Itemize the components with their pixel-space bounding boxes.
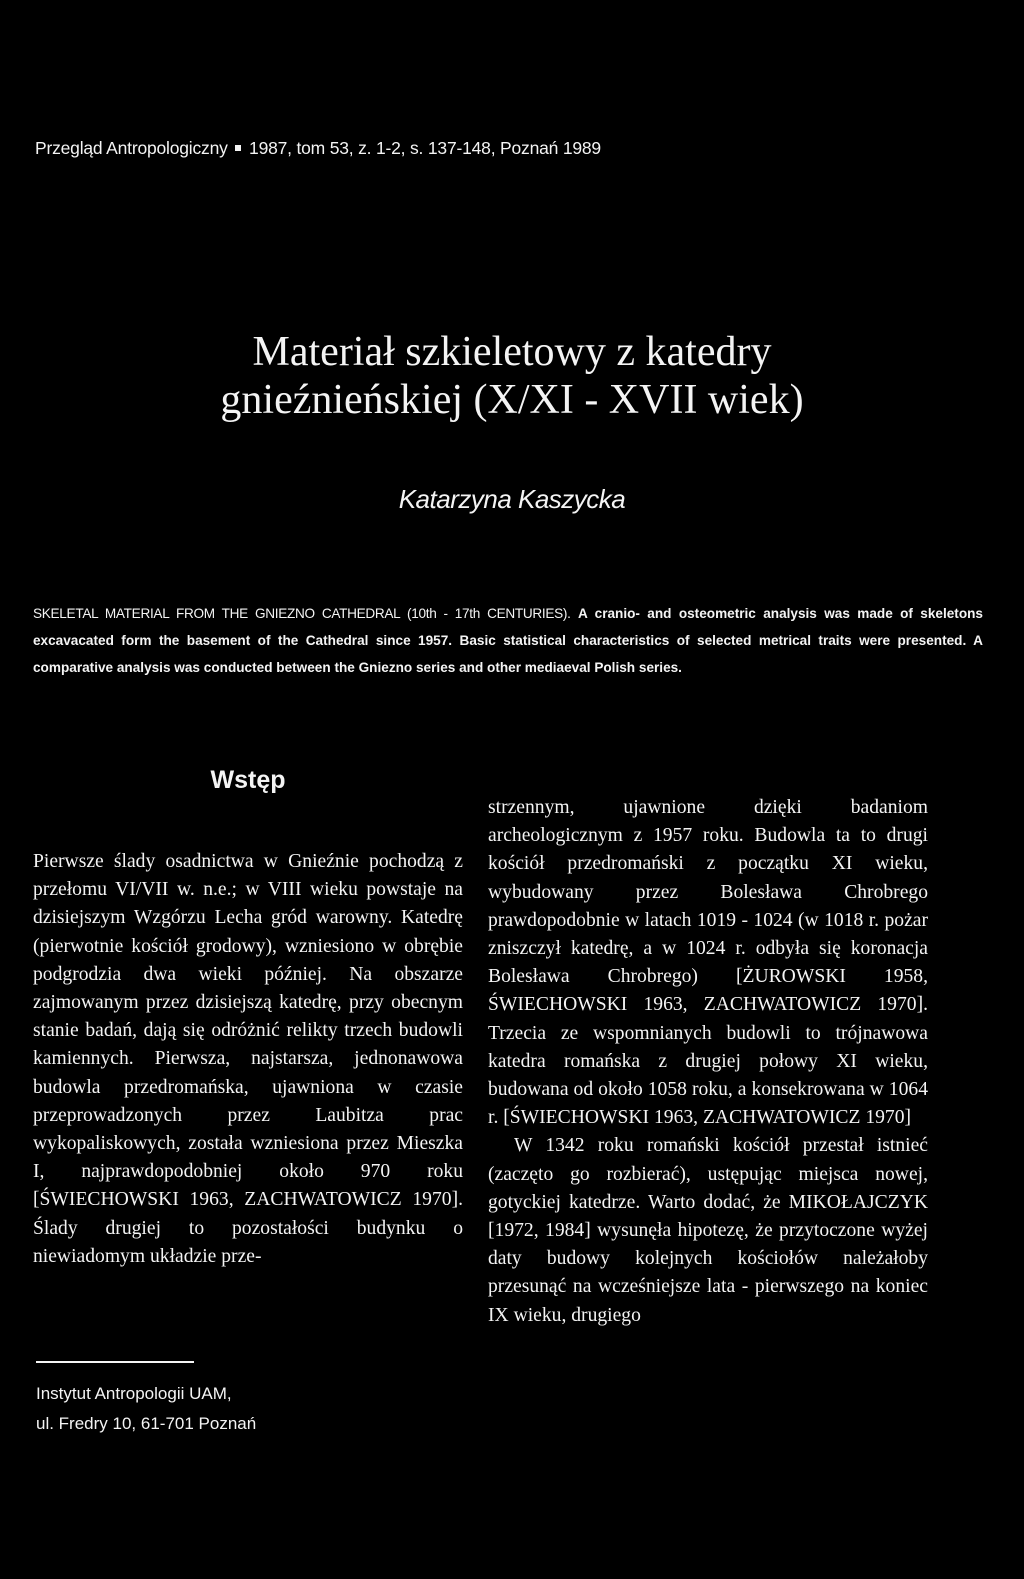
abstract	[33, 600, 983, 681]
article-author: Katarzyna Kaszycka	[398, 484, 626, 514]
article-title-line1: Materiał szkieletowy z katedry	[252, 329, 772, 375]
right-column	[488, 794, 928, 1330]
right-column-paragraph-2: W 1342 roku romański kościół przestał istnieć (zaczęto go rozbierać), ustępując miejsca nowej, gotyckiej katedrze. Warto dodać, że MIKOŁAJCZYK [1972, 1984] wysunęła hipotezę, że przytoczone wyżej daty budowy kolejnych kościołów należałoby przesunąć na wcześniejsze lata - pierwszego na koniec IX wieku, drugiego	[488, 1135, 928, 1326]
section-heading: Wstęp	[210, 766, 286, 794]
left-column	[33, 766, 463, 1271]
abstract-heading: SKELETAL MATERIAL FROM THE GNIEZNO CATHEDRAL (10th - 17th CENTURIES).	[33, 606, 571, 621]
abstract-text: A cranio- and osteometric analysis was made of skeletons excavacated form the basement of the Cathedral since 1957. Basic statistical characteristics of selected metrical traits were presented. A comparative analysis was conducted between the Gniezno series and other mediaeval Polish series.	[33, 606, 983, 675]
bullet-icon	[235, 145, 241, 151]
author-affiliation-footnote	[36, 1379, 456, 1439]
journal-header	[35, 138, 975, 159]
journal-issue-details: 1987, tom 53, z. 1-2, s. 137-148, Poznań 1989	[249, 138, 601, 158]
footnote-divider	[36, 1361, 194, 1363]
right-column-paragraph-1: strzennym, ujawnione dzięki badaniom archeologicznym z 1957 roku. Budowla ta to drugi kościół przedromański z początku XI wieku, wybudowany przez Bolesława Chrobrego prawdopodobnie w latach 1019 - 1024 (w 1018 r. pożar zniszczył katedrę, a w 1024 r. odbyła się koronacja Bolesława Chrobrego) [ŻUROWSKI 1958, ŚWIECHOWSKI 1963, ZACHWATOWICZ 1970]. Trzecia ze wspomnianych budowli to trójnawowa katedra romańska z drugiej połowy XI wieku, budowana od około 1058 roku, a konsekrowana w 1064 r. [ŚWIECHOWSKI 1963, ZACHWATOWICZ 1970]	[488, 797, 928, 1129]
journal-name: Przegląd Antropologiczny	[35, 138, 228, 158]
affiliation-line2: ul. Fredry 10, 61-701 Poznań	[36, 1414, 257, 1433]
article-title	[0, 328, 1024, 424]
affiliation-line1: Instytut Antropologii UAM,	[36, 1384, 232, 1403]
article-title-line2: gnieźnieńskiej (X/XI - XVII wiek)	[220, 377, 804, 423]
left-column-text: Pierwsze ślady osadnictwa w Gnieźnie pochodzą z przełomu VI/VII w. n.e.; w VIII wieku powstaje na dzisiejszym Wzgórzu Lecha gród warowny. Katedrę (pierwotnie kościół grodowy), wzniesiono w obrębie podgrodzia dwa wieki później. Na obszarze zajmowanym przez dzisiejszą katedrę, przy obecnym stanie badań, dają się odróżnić relikty trzech budowli kamiennych. Pierwsza, najstarsza, jednonawowa budowla przedromańska, ujawniona w czasie przeprowadzonych przez Laubitza prac wykopaliskowych, została wzniesiona przez Mieszka I, najprawdopodobniej około 970 roku [ŚWIECHOWSKI 1963, ZACHWATOWICZ 1970]. Ślady drugiej to pozostałości budynku o niewiadomym układzie prze-	[33, 851, 463, 1267]
